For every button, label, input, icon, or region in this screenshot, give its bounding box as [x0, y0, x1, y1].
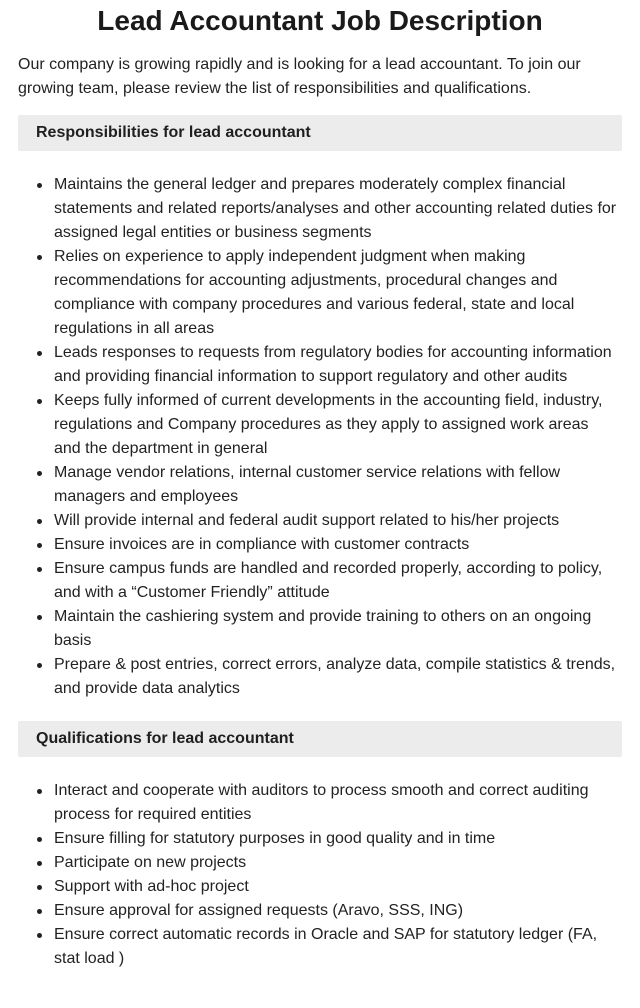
responsibilities-heading: Responsibilities for lead accountant: [18, 115, 622, 151]
qualification-text: Support with ad-hoc project: [54, 878, 249, 895]
bullet-icon: [37, 789, 42, 794]
responsibility-item: [36, 533, 618, 557]
qualification-item: [36, 851, 618, 875]
qualification-text: Participate on new projects: [54, 854, 247, 871]
qualification-text: Ensure approval for assigned requests (Aravo, SSS, ING): [54, 902, 464, 919]
responsibilities-section: [18, 115, 622, 701]
bullet-icon: [37, 933, 42, 938]
responsibility-text: Ensure campus funds are handled and recorded properly, according to policy, and with a “Customer Friendly” attitude: [54, 560, 603, 601]
qualification-item: [36, 899, 618, 923]
responsibility-item: [36, 389, 618, 461]
responsibility-item: [36, 173, 618, 245]
responsibility-text: Maintain the cashiering system and provide training to others on an ongoing basis: [54, 608, 592, 649]
bullet-icon: [37, 471, 42, 476]
bullet-icon: [37, 567, 42, 572]
bullet-icon: [37, 543, 42, 548]
responsibility-text: Will provide internal and federal audit support related to his/her projects: [54, 512, 560, 529]
bullet-icon: [37, 399, 42, 404]
bullet-icon: [37, 663, 42, 668]
qualifications-section: [18, 721, 622, 971]
bullet-icon: [37, 909, 42, 914]
qualification-item: [36, 923, 618, 971]
bullet-icon: [37, 615, 42, 620]
responsibility-text: Manage vendor relations, internal customer service relations with fellow managers and employees: [54, 464, 561, 505]
qualification-item: [36, 779, 618, 827]
bullet-icon: [37, 519, 42, 524]
responsibility-item: [36, 557, 618, 605]
responsibility-text: Maintains the general ledger and prepares moderately complex financial statements and related reports/analyses and other accounting related duties for assigned legal entities or business segments: [54, 176, 617, 241]
bullet-icon: [37, 351, 42, 356]
qualifications-heading: Qualifications for lead accountant: [18, 721, 622, 757]
responsibility-item: [36, 341, 618, 389]
qualification-text: Ensure correct automatic records in Oracle and SAP for statutory ledger (FA, stat load ): [54, 926, 598, 967]
responsibility-text: Keeps fully informed of current developments in the accounting field, industry, regulations and Company procedures as they apply to assigned work areas and the department in general: [54, 392, 603, 457]
qualification-text: Ensure filling for statutory purposes in good quality and in time: [54, 830, 496, 847]
responsibilities-list: [18, 173, 622, 701]
responsibility-text: Relies on experience to apply independent judgment when making recommendations for accounting adjustments, procedural changes and compliance with company procedures and various federal, state and local regulations in all areas: [54, 248, 575, 337]
bullet-icon: [37, 861, 42, 866]
bullet-icon: [37, 885, 42, 890]
qualifications-list: [18, 779, 622, 971]
responsibility-item: [36, 461, 618, 509]
qualification-item: [36, 827, 618, 851]
page-title: Lead Accountant Job Description: [97, 5, 543, 36]
responsibility-item: [36, 245, 618, 341]
responsibility-item: [36, 605, 618, 653]
responsibility-text: Prepare & post entries, correct errors, analyze data, compile statistics & trends, and provide data analytics: [54, 656, 616, 697]
responsibility-text: Ensure invoices are in compliance with customer contracts: [54, 536, 470, 553]
bullet-icon: [37, 183, 42, 188]
intro-paragraph: Our company is growing rapidly and is looking for a lead accountant. To join our growing team, please review the list of responsibilities and qualifications.: [18, 56, 581, 97]
bullet-icon: [37, 837, 42, 842]
responsibility-item: [36, 509, 618, 533]
bullet-icon: [37, 255, 42, 260]
responsibility-text: Leads responses to requests from regulatory bodies for accounting information and providing financial information to support regulatory and other audits: [54, 344, 612, 385]
qualification-text: Interact and cooperate with auditors to process smooth and correct auditing process for required entities: [54, 782, 589, 823]
qualification-item: [36, 875, 618, 899]
responsibility-item: [36, 653, 618, 701]
